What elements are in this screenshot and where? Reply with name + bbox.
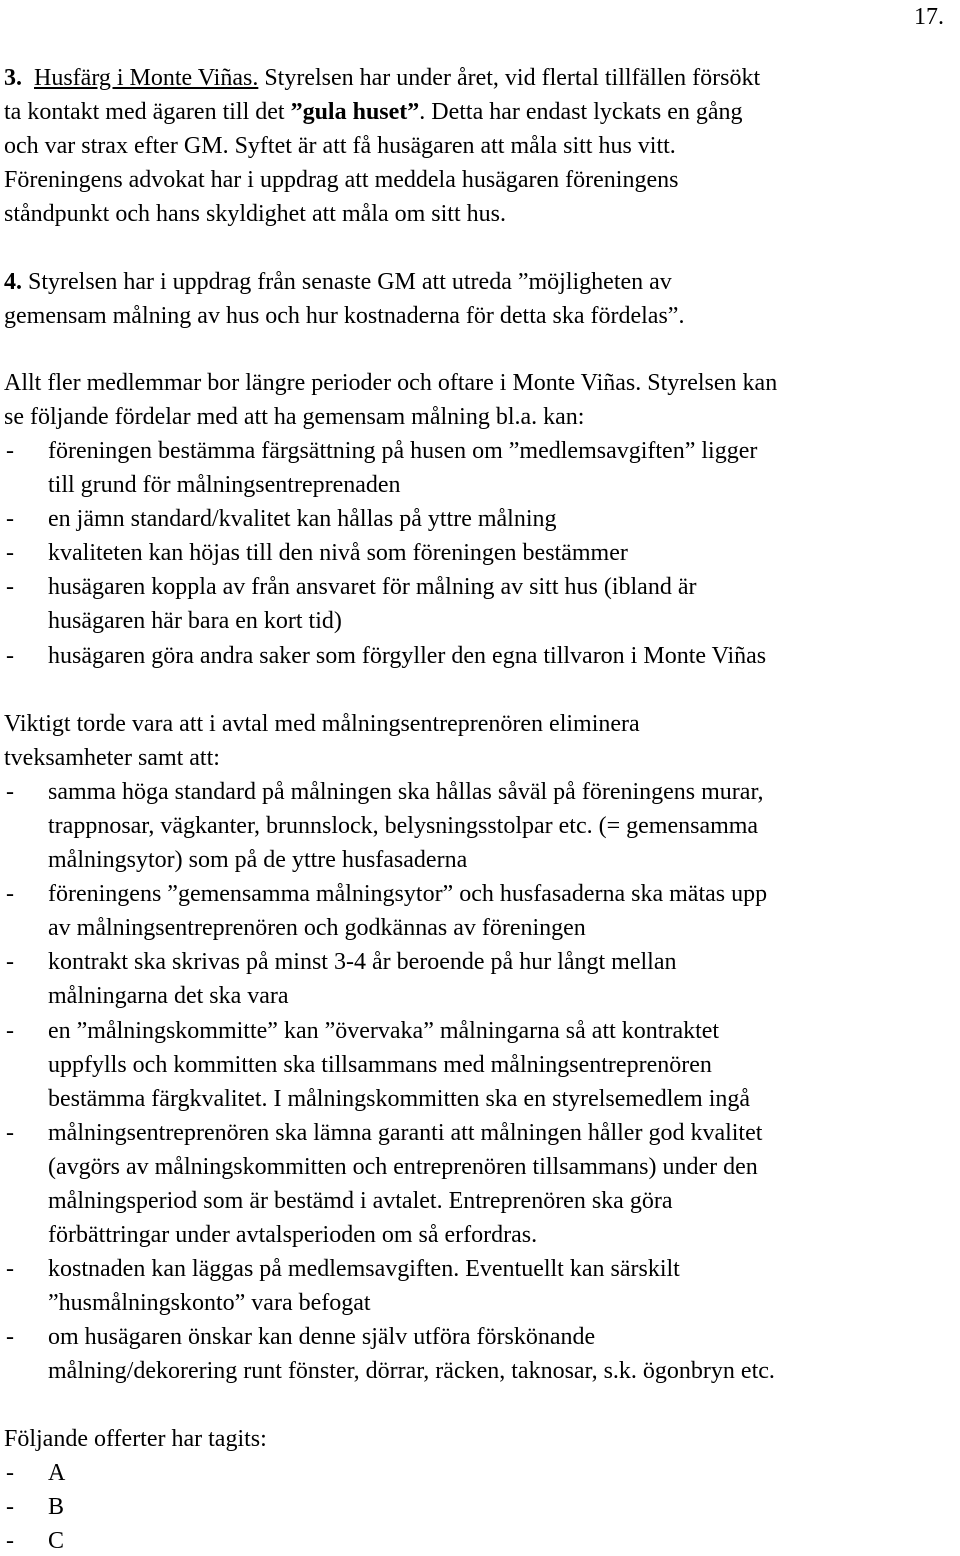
offer-item: B xyxy=(48,1494,65,1520)
list-item: målningsentreprenören ska lämna garanti att målningen håller god kvalitet xyxy=(48,1120,763,1146)
list-bullet: - xyxy=(6,1018,14,1044)
list-item: föreningens ”gemensamma målningsytor” och husfasaderna ska mätas upp xyxy=(48,881,768,907)
section-3-line-1: 3. Husfärg i Monte Viñas. Styrelsen har under året, vid flertal tillfällen försökt xyxy=(4,65,761,91)
list-item: (avgörs av målningskommitten och entreprenören tillsammans) under den xyxy=(48,1154,758,1180)
list-item: kontrakt ska skrivas på minst 3-4 år beroende på hur långt mellan xyxy=(48,949,677,975)
list-bullet: - xyxy=(6,1528,14,1554)
list-item: trappnosar, vägkanter, brunnslock, belysningsstolpar etc. (= gemensamma xyxy=(48,813,759,839)
offer-item: A xyxy=(48,1460,66,1486)
section-4-para-2-line-1: Allt fler medlemmar bor längre perioder och oftare i Monte Viñas. Styrelsen kan xyxy=(4,370,778,396)
list-item: uppfylls och kommitten ska tillsammans med målningsentreprenören xyxy=(48,1052,712,1078)
viktigt-line-2: tveksamheter samt att: xyxy=(4,745,220,771)
section-3-line-5: ståndpunkt och hans skyldighet att måla om sitt hus. xyxy=(4,201,506,227)
section-4-line-1: 4. Styrelsen har i uppdrag från senaste GM att utreda ”möjligheten av xyxy=(4,269,672,295)
gula-huset: ”gula huset” xyxy=(290,99,420,125)
list-item: målningsperiod som är bestämd i avtalet. Entreprenören ska göra xyxy=(48,1188,673,1214)
list-item: ”husmålningskonto” vara befogat xyxy=(48,1290,371,1316)
section-3-line-3: och var strax efter GM. Syftet är att få husägaren att måla sitt hus vitt. xyxy=(4,133,676,159)
list-item: kvaliteten kan höjas till den nivå som föreningen bestämmer xyxy=(48,540,628,566)
list-bullet: - xyxy=(6,1256,14,1282)
list-item: en ”målningskommitte” kan ”övervaka” målningarna så att kontraktet xyxy=(48,1018,720,1044)
list-item: en jämn standard/kvalitet kan hållas på yttre målning xyxy=(48,506,557,532)
list-bullet: - xyxy=(6,438,14,464)
list-bullet: - xyxy=(6,1494,14,1520)
section-3-title: Husfärg i Monte Viñas. xyxy=(34,65,259,91)
list-item: husägaren göra andra saker som förgyller den egna tillvaron i Monte Viñas xyxy=(48,643,767,669)
list-bullet: - xyxy=(6,1324,14,1350)
section-3-line-2: ta kontakt med ägaren till det ”gula huset”. Detta har endast lyckats en gång xyxy=(4,99,743,125)
section-4-para-2-line-2: se följande fördelar med att ha gemensam målning bl.a. kan: xyxy=(4,404,585,430)
list-item: föreningen bestämma färgsättning på husen om ”medlemsavgiften” ligger xyxy=(48,438,758,464)
list-item: bestämma färgkvalitet. I målningskommitten ska en styrelsemedlem ingå xyxy=(48,1086,751,1112)
list-bullet: - xyxy=(6,881,14,907)
list-bullet: - xyxy=(6,574,14,600)
section-4-number: 4. xyxy=(4,269,22,295)
list-item: samma höga standard på målningen ska hållas såväl på föreningens murar, xyxy=(48,779,764,805)
list-item: målningsytor) som på de yttre husfasaderna xyxy=(48,847,468,873)
list-item: målningarna det ska vara xyxy=(48,983,289,1009)
list-bullet: - xyxy=(6,506,14,532)
list-item: kostnaden kan läggas på medlemsavgiften. Eventuellt kan särskilt xyxy=(48,1256,680,1282)
offer-item: C xyxy=(48,1528,65,1554)
section-4-line-2: gemensam målning av hus och hur kostnaderna för detta ska fördelas”. xyxy=(4,303,685,329)
list-item: om husägaren önskar kan denne själv utföra förskönande xyxy=(48,1324,596,1350)
list-bullet: - xyxy=(6,949,14,975)
list-bullet: - xyxy=(6,1460,14,1486)
list-item: husägaren här bara en kort tid) xyxy=(48,608,342,634)
section-3-line-4: Föreningens advokat har i uppdrag att meddela husägaren föreningens xyxy=(4,167,679,193)
list-item: målning/dekorering runt fönster, dörrar, räcken, taknosar, s.k. ögonbryn etc. xyxy=(48,1358,775,1384)
list-item: förbättringar under avtalsperioden om så erfordras. xyxy=(48,1222,538,1248)
list-item: till grund för målningsentreprenaden xyxy=(48,472,401,498)
viktigt-line-1: Viktigt torde vara att i avtal med målningsentreprenören eliminera xyxy=(4,711,640,737)
offers-heading: Följande offerter har tagits: xyxy=(4,1426,267,1452)
page-number: 17. xyxy=(914,4,944,30)
section-3-number: 3. xyxy=(4,65,22,91)
list-item: husägaren koppla av från ansvaret för målning av sitt hus (ibland är xyxy=(48,574,697,600)
list-bullet: - xyxy=(6,779,14,805)
list-bullet: - xyxy=(6,643,14,669)
list-bullet: - xyxy=(6,1120,14,1146)
list-bullet: - xyxy=(6,540,14,566)
list-item: av målningsentreprenören och godkännas av föreningen xyxy=(48,915,586,941)
